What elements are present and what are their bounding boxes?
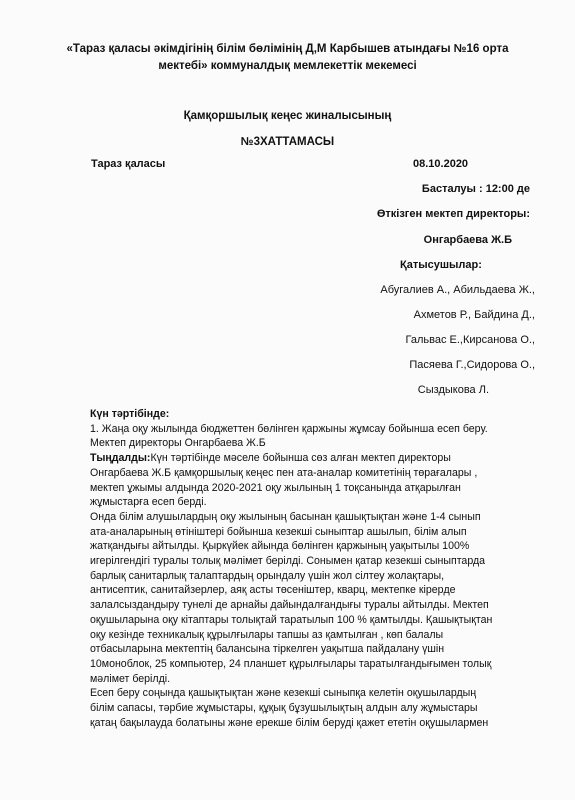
conductor-label: Өткізген мектеп директоры: bbox=[376, 208, 530, 220]
participant-line: Гальвас Е.,Кирсанова О., bbox=[405, 334, 535, 346]
listened-first-text: Күн тәртібінде мәселе бойынша сөз алған мектеп директоры bbox=[150, 452, 451, 465]
participants-label: Қатысушылар: bbox=[400, 259, 482, 271]
body-line: отбасыларына мектептің балансына тіркелген уақытша пайдалану үшін bbox=[90, 643, 445, 656]
body-line: игерілгендігі туралы толық мәлімет берілді. Сонымен қатар кезекші сыныптарда bbox=[90, 555, 486, 568]
start-time: Басталуы : 12:00 де bbox=[421, 183, 530, 195]
participant-line: Абугалиев А., Абильдаева Ж., bbox=[380, 284, 535, 296]
body-line: оқу кезінде техникалық құрылғылары тапшы аз қамтылған , көп балалы bbox=[90, 628, 444, 641]
agenda-line: 1. Жаңа оқу жылында бюджеттен бөлінген қаржыны жұмсау бойынша есеп беру. bbox=[90, 422, 488, 435]
participant-line: Ахметов Р., Байдина Д., bbox=[413, 309, 535, 321]
agenda-line: Мектеп директоры Онгарбаева Ж.Б bbox=[90, 437, 266, 450]
body-line: Онгарбаева Ж.Б қамқоршылық кеңес пен ата-аналар комитетінің төрағалары , bbox=[90, 466, 478, 479]
body-line: ата-аналарының өтініштері бойынша кезекші сыныптар ашылып, білім алып bbox=[90, 525, 467, 538]
city: Тараз қаласы bbox=[91, 158, 166, 170]
participant-line: Пасяева Г.,Сидорова О., bbox=[409, 359, 535, 371]
title-line-2: №3ХАТТАМАСЫ bbox=[240, 136, 335, 148]
body-line: Онда білім алушылардың оқу жылының басынан қашықтықтан және 1-4 сынып bbox=[90, 510, 481, 523]
body-line: білім сапасы, тәрбие жұмыстары, құқық бұзушылықтың алдын алу жұмыстары bbox=[90, 702, 478, 715]
body-line: антисептик, санитайзерлер, аяқ асты төсеніштер, кварц, мектепке кіреpде bbox=[90, 584, 456, 597]
body-line: жатқандығы айтылды. Қыркүйек айында бөлінген қаржының уақытылы 100% bbox=[90, 540, 470, 553]
title-line-1: Қамқоршылық кеңес жиналысының bbox=[183, 110, 392, 122]
listened-label: Тыңдалды: bbox=[90, 452, 151, 465]
body-line: 10моноблок, 25 компьютер, 24 планшет құрылғылары таратылғандығымен толық bbox=[90, 657, 492, 670]
header-line-1: «Тараз қаласы әкімдігінің білім бөлімінің Д,М Карбышев атындағы №16 орта bbox=[66, 43, 509, 55]
body-line: мәлімет берілді. bbox=[90, 672, 171, 685]
body-line: жұмыстарға есеп берді. bbox=[90, 496, 207, 509]
body-line: барлық санитарлық талаптардың орындалу үшін жол сілтеу жолақтары, bbox=[90, 569, 445, 582]
body-line: залалсыздандыру тунелі де арнайы дайындалғандығы туралы айтылды. Мектеп bbox=[90, 599, 489, 612]
agenda-heading: Күн тәртібінде: bbox=[90, 408, 170, 420]
protocol-date: 08.10.2020 bbox=[413, 158, 469, 170]
participant-line: Сыздыкова Л. bbox=[417, 384, 489, 396]
body-line: қатаң бақылауда болатыны және ерекше білім беруді қажет ететін оқушылармен bbox=[90, 716, 489, 729]
header-line-2: мектебі» коммуналдық мемлекеттік мекемесі bbox=[158, 60, 417, 72]
body-line: мектеп ұжымы алдында 2020-2021 оқу жылының 1 тоқсанында атқарылған bbox=[90, 481, 461, 494]
body-line: Есеп беру соңында қашықтықтан және кезекші сыныпқа келетін оқушылардың bbox=[90, 687, 477, 700]
conductor-name: Онгарбаева Ж.Б bbox=[423, 234, 512, 246]
listened-first-line bbox=[90, 451, 530, 466]
body-line: оқушыларына оқу кітаптары толықтай таратылып 100 % қамтылды. Қашықтықтан bbox=[90, 613, 493, 626]
protocol-body bbox=[90, 407, 530, 730]
